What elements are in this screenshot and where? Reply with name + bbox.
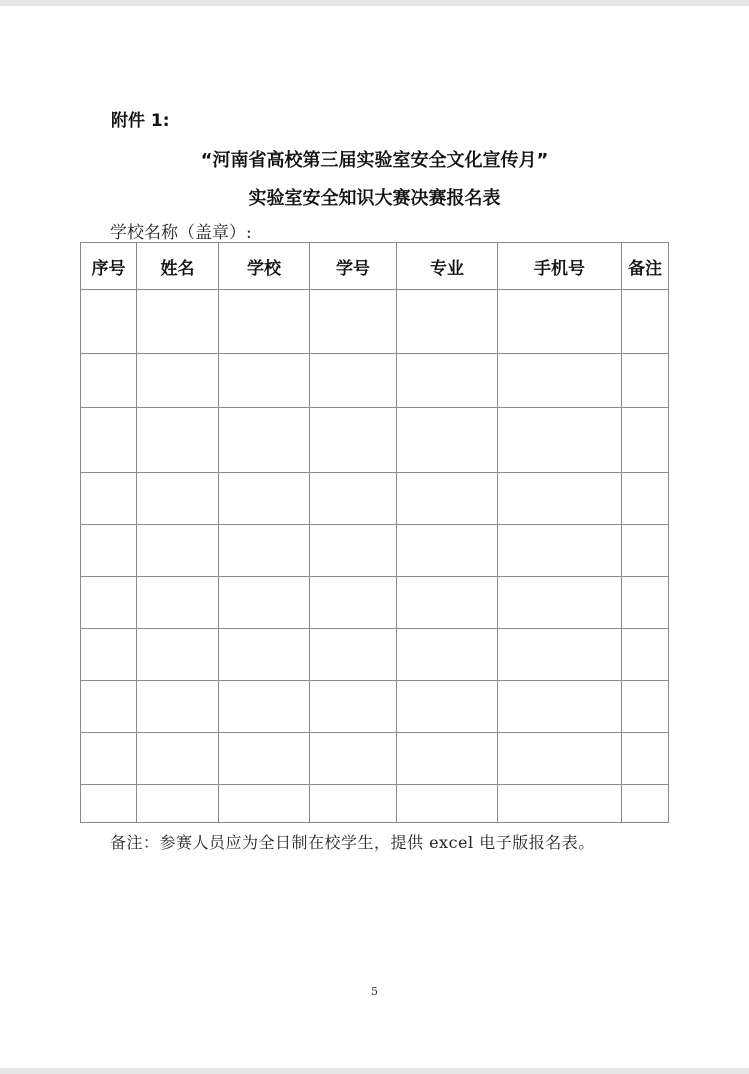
table-cell: [137, 354, 219, 408]
table-cell: [397, 629, 498, 681]
table-cell: [137, 525, 219, 577]
table-cell: [219, 785, 310, 823]
table-cell: [622, 290, 669, 354]
table-cell: [498, 290, 622, 354]
document-title-line-2: 实验室安全知识大赛决赛报名表: [248, 188, 501, 209]
table-cell: [219, 525, 310, 577]
table-cell: [81, 290, 137, 354]
table-cell: [397, 785, 498, 823]
table-cell: [219, 473, 310, 525]
table-cell: [397, 577, 498, 629]
table-cell: [498, 785, 622, 823]
document-title-line-1: “河南省高校第三届实验室安全文化宣传月”: [200, 150, 549, 171]
table-row: [81, 629, 669, 681]
table-cell: [81, 785, 137, 823]
table-cell: [498, 629, 622, 681]
table-cell: [81, 408, 137, 473]
table-cell: [310, 577, 397, 629]
attachment-label: 附件 1:: [111, 111, 170, 131]
registration-table: [80, 242, 669, 823]
table-row: [81, 408, 669, 473]
table-cell: [219, 733, 310, 785]
table-row: [81, 354, 669, 408]
table-row: [81, 525, 669, 577]
table-cell: [397, 473, 498, 525]
table-cell: [498, 733, 622, 785]
table-row: [81, 785, 669, 823]
table-row: [81, 290, 669, 354]
table-cell: [622, 733, 669, 785]
note-text: 备注：参赛人员应为全日制在校学生，提供 excel 电子版报名表。: [110, 833, 595, 852]
table-cell: [219, 408, 310, 473]
table-cell: [81, 577, 137, 629]
table-cell: [310, 290, 397, 354]
table-cell: [137, 290, 219, 354]
table-cell: [81, 525, 137, 577]
table-cell: [137, 473, 219, 525]
table-cell: [397, 681, 498, 733]
table-cell: [397, 290, 498, 354]
table-cell: [397, 408, 498, 473]
table-body: [81, 290, 669, 823]
table-cell: [81, 733, 137, 785]
header-cell-name: 姓名: [137, 243, 219, 290]
table-cell: [498, 473, 622, 525]
table-cell: [310, 354, 397, 408]
table-cell: [310, 733, 397, 785]
table-cell: [622, 473, 669, 525]
table-cell: [498, 354, 622, 408]
table-cell: [219, 290, 310, 354]
table-cell: [219, 681, 310, 733]
table-cell: [622, 408, 669, 473]
table-cell: [219, 629, 310, 681]
table-row: [81, 733, 669, 785]
table-cell: [81, 629, 137, 681]
table-cell: [137, 408, 219, 473]
page-number: 5: [371, 985, 378, 998]
table-row: [81, 473, 669, 525]
table-cell: [310, 408, 397, 473]
header-cell-phone: 手机号: [498, 243, 622, 290]
header-cell-remarks: 备注: [622, 243, 669, 290]
table-cell: [622, 354, 669, 408]
table-cell: [397, 354, 498, 408]
table-cell: [622, 629, 669, 681]
table-cell: [81, 681, 137, 733]
table-cell: [310, 629, 397, 681]
table-cell: [137, 577, 219, 629]
table-cell: [137, 681, 219, 733]
table-cell: [310, 473, 397, 525]
table-cell: [310, 525, 397, 577]
table-cell: [498, 525, 622, 577]
header-cell-serial: 序号: [81, 243, 137, 290]
table-cell: [81, 473, 137, 525]
table-header-row: [81, 243, 669, 290]
table-cell: [397, 733, 498, 785]
table-cell: [137, 733, 219, 785]
table-cell: [137, 629, 219, 681]
school-name-label: 学校名称（盖章）:: [110, 223, 252, 243]
table-cell: [219, 354, 310, 408]
table-cell: [219, 577, 310, 629]
header-cell-major: 专业: [397, 243, 498, 290]
table-cell: [81, 354, 137, 408]
table-cell: [622, 681, 669, 733]
table-cell: [622, 525, 669, 577]
table-cell: [622, 785, 669, 823]
table-cell: [397, 525, 498, 577]
table-cell: [310, 681, 397, 733]
table-cell: [622, 577, 669, 629]
header-cell-student-id: 学号: [310, 243, 397, 290]
table-cell: [310, 785, 397, 823]
table-cell: [498, 408, 622, 473]
table-cell: [498, 577, 622, 629]
table-cell: [137, 785, 219, 823]
header-cell-school: 学校: [219, 243, 310, 290]
table-row: [81, 577, 669, 629]
table-row: [81, 681, 669, 733]
table-cell: [498, 681, 622, 733]
document-page: [0, 6, 749, 1068]
